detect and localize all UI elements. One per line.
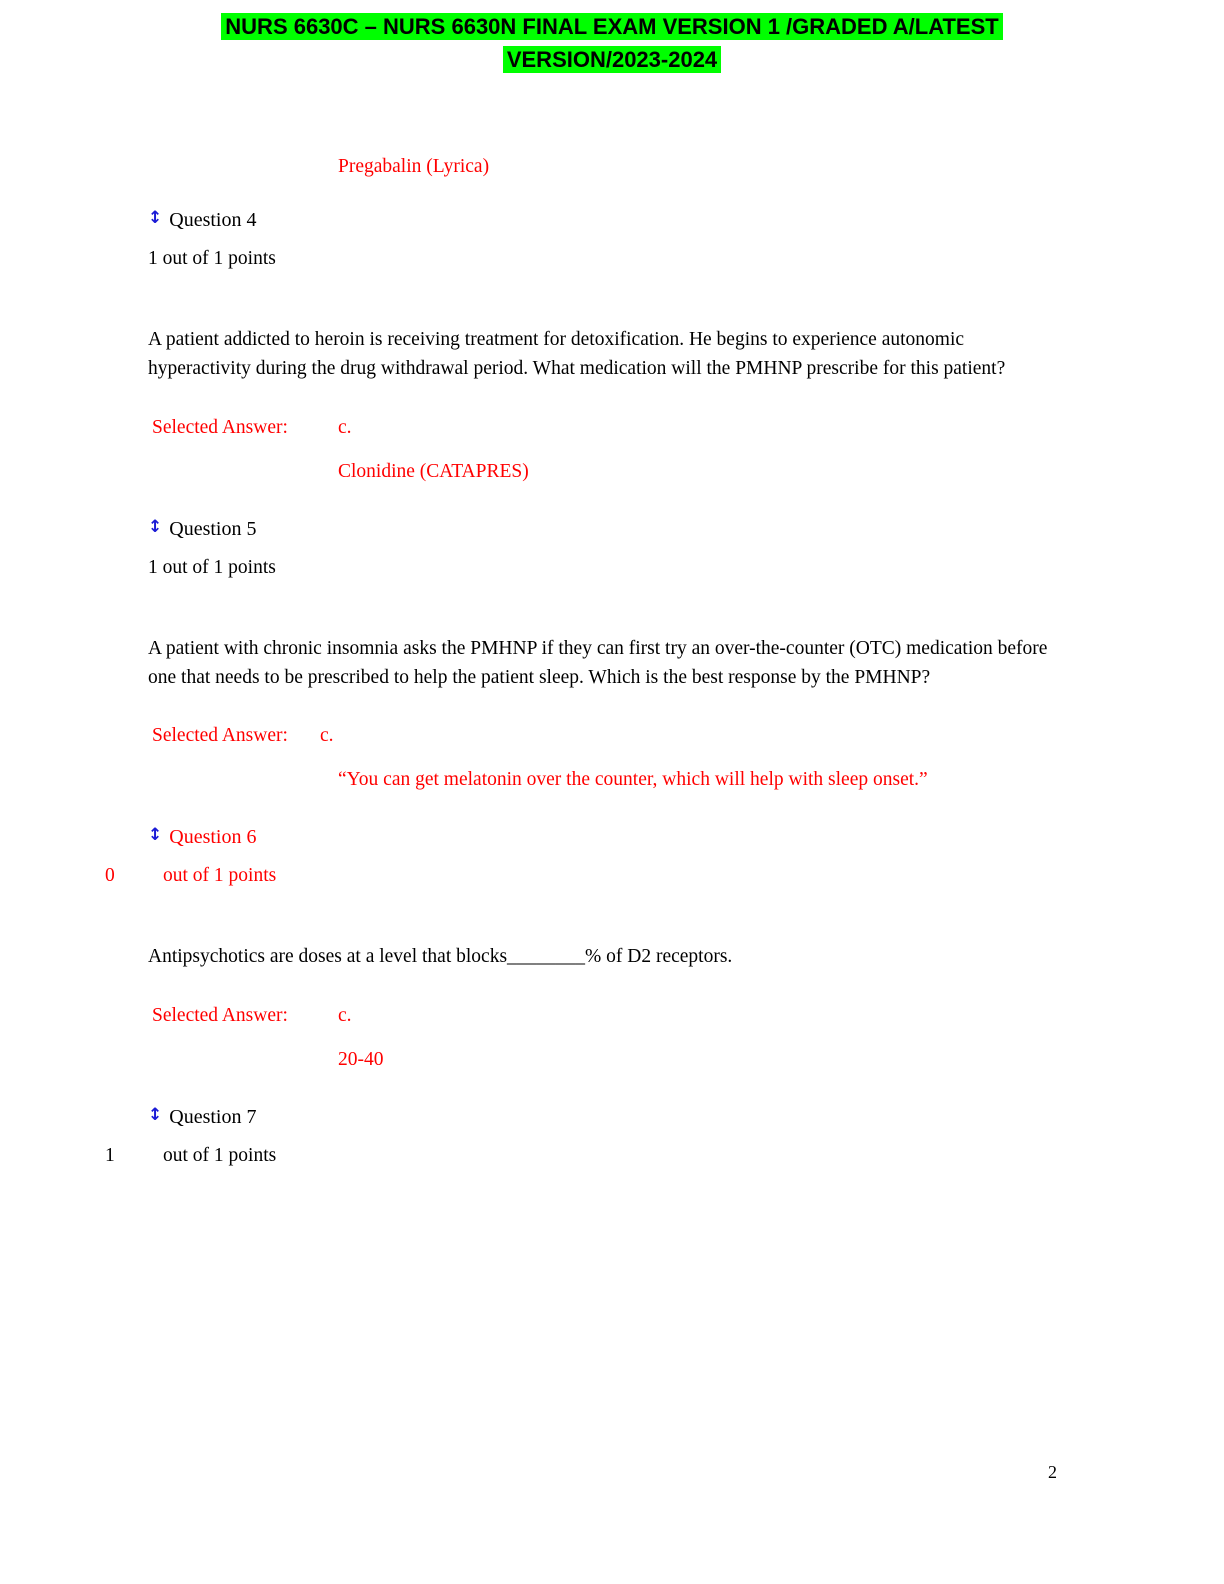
question-5-body: A patient with chronic insomnia asks the PMHNP if they can first try an over-the-counter (OTC) medication before one that needs to be prescribed to help the patient sleep. Which is the best response by the PMHNP?	[148, 637, 1048, 688]
updown-arrow-icon: ↕	[148, 516, 163, 537]
document-title: NURS 6630C – NURS 6630N FINAL EXAM VERSION 1 /GRADED A/LATEST VERSION/2023-2024	[221, 13, 1002, 73]
question-5-points: 1 out of 1 points	[148, 556, 276, 578]
question-4-points: 1 out of 1 points	[148, 248, 276, 269]
selected-answer-label: Selected Answer:	[152, 725, 288, 747]
selected-answer-letter: c.	[320, 725, 334, 747]
updown-arrow-icon: ↕	[148, 1104, 163, 1125]
question-4-title: Question 4	[169, 209, 257, 231]
question-4-body: A patient addicted to heroin is receiving treatment for detoxification. He begins to experience autonomic hyperactivity during the drug withdrawal period. What medication will the PMHNP prescribe for this patient?	[148, 329, 1006, 380]
question-6-heading	[148, 826, 1224, 849]
question-6-answer-text: 20-40	[338, 1048, 384, 1070]
selected-answer-label: Selected Answer:	[152, 1004, 288, 1026]
updown-arrow-icon: ↕	[148, 825, 163, 846]
points-total-text: out of 1 points	[163, 865, 277, 887]
document-header-wrap	[182, 10, 1042, 76]
question-4-answer-text: Clonidine (CATAPRES)	[338, 460, 529, 482]
question-4-heading	[148, 209, 1224, 232]
question-7-title: Question 7	[169, 1105, 257, 1128]
question-6-selected-answer-line	[152, 1005, 1224, 1027]
points-earned: 1	[105, 1144, 115, 1166]
question-4-selected-answer-line	[152, 417, 1224, 439]
question-7-heading	[148, 1106, 1224, 1129]
question-5-answer-text: “You can get melatonin over the counter, which will help with sleep onset.”	[338, 769, 928, 791]
previous-answer-text: Pregabalin (Lyrica)	[338, 156, 490, 177]
question-6-points	[105, 865, 1224, 887]
selected-answer-label: Selected Answer:	[152, 416, 288, 438]
page-number: 2	[1048, 1462, 1057, 1482]
question-7-points	[105, 1145, 1224, 1167]
selected-answer-letter: c.	[338, 416, 352, 438]
points-earned: 0	[105, 865, 115, 887]
question-5-heading	[148, 518, 1224, 541]
points-total-text: out of 1 points	[163, 1144, 277, 1166]
question-6-title: Question 6	[169, 826, 257, 849]
document-header	[0, 0, 1224, 76]
updown-arrow-icon: ↕	[148, 208, 163, 228]
selected-answer-letter: c.	[338, 1004, 352, 1026]
question-5-selected-answer-line	[152, 725, 1224, 747]
question-6-body: Antipsychotics are doses at a level that blocks________% of D2 receptors.	[148, 946, 733, 968]
question-5-title: Question 5	[169, 517, 257, 540]
